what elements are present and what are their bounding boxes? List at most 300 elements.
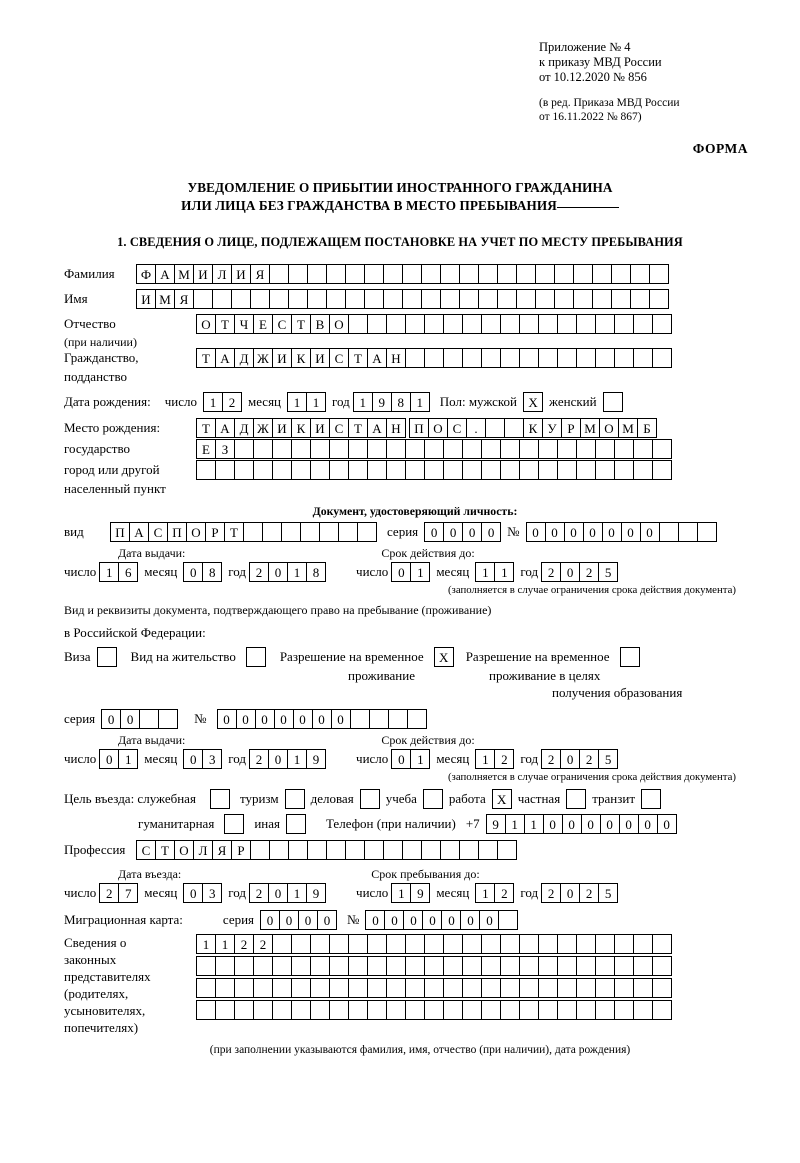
form-cell[interactable] [462, 956, 482, 976]
form-cell[interactable] [285, 789, 305, 809]
form-cell[interactable]: 1 [410, 749, 430, 769]
form-cell[interactable] [443, 934, 463, 954]
form-cell[interactable] [538, 956, 558, 976]
form-cell[interactable]: 0 [183, 883, 203, 903]
form-cell[interactable] [519, 956, 539, 976]
form-cell[interactable] [498, 910, 518, 930]
permit-issue-day-cells[interactable] [99, 749, 138, 769]
form-cell[interactable] [364, 840, 384, 860]
form-cell[interactable]: 1 [494, 562, 514, 582]
form-cell[interactable] [215, 1000, 235, 1020]
form-cell[interactable]: С [136, 840, 156, 860]
form-cell[interactable] [500, 314, 520, 334]
form-cell[interactable]: 1 [287, 562, 307, 582]
form-cell[interactable] [310, 460, 330, 480]
form-cell[interactable]: О [599, 418, 619, 438]
form-cell[interactable] [614, 314, 634, 334]
form-cell[interactable] [310, 956, 330, 976]
form-cell[interactable] [286, 814, 306, 834]
form-cell[interactable]: 0 [236, 709, 256, 729]
form-cell[interactable] [459, 264, 479, 284]
form-cell[interactable] [234, 956, 254, 976]
temp-residence-box[interactable] [434, 647, 454, 667]
form-cell[interactable]: П [110, 522, 130, 542]
form-cell[interactable] [348, 1000, 368, 1020]
form-cell[interactable] [497, 289, 517, 309]
form-cell[interactable] [649, 289, 669, 309]
form-cell[interactable]: 2 [541, 883, 561, 903]
form-cell[interactable]: 0 [403, 910, 423, 930]
form-cell[interactable]: 0 [619, 814, 639, 834]
profession-cells[interactable] [136, 840, 517, 860]
form-cell[interactable] [215, 460, 235, 480]
form-cell[interactable] [633, 934, 653, 954]
form-cell[interactable] [424, 934, 444, 954]
form-cell[interactable]: 0 [317, 910, 337, 930]
form-cell[interactable]: 5 [598, 883, 618, 903]
form-cell[interactable] [554, 289, 574, 309]
form-cell[interactable]: 0 [526, 522, 546, 542]
form-cell[interactable]: 0 [331, 709, 351, 729]
form-cell[interactable]: 1 [391, 883, 411, 903]
form-cell[interactable] [272, 978, 292, 998]
form-cell[interactable]: Ж [253, 348, 273, 368]
form-cell[interactable] [196, 1000, 216, 1020]
form-cell[interactable]: 2 [249, 749, 269, 769]
form-cell[interactable] [348, 978, 368, 998]
form-cell[interactable] [652, 460, 672, 480]
form-cell[interactable]: 2 [234, 934, 254, 954]
form-cell[interactable] [231, 289, 251, 309]
purpose-official-box[interactable] [210, 789, 230, 809]
form-cell[interactable]: М [580, 418, 600, 438]
form-cell[interactable] [388, 709, 408, 729]
form-cell[interactable] [364, 264, 384, 284]
form-cell[interactable]: Р [205, 522, 225, 542]
form-cell[interactable] [367, 439, 387, 459]
entry-day-cells[interactable] [99, 883, 138, 903]
form-cell[interactable] [538, 439, 558, 459]
form-cell[interactable] [614, 934, 634, 954]
form-cell[interactable] [210, 789, 230, 809]
form-cell[interactable] [421, 840, 441, 860]
residence-box[interactable] [246, 647, 266, 667]
form-cell[interactable] [246, 647, 266, 667]
form-cell[interactable] [288, 264, 308, 284]
form-cell[interactable]: 0 [424, 522, 444, 542]
form-cell[interactable] [576, 314, 596, 334]
form-cell[interactable]: 1 [99, 562, 119, 582]
form-cell[interactable] [348, 934, 368, 954]
form-cell[interactable] [576, 439, 596, 459]
form-cell[interactable]: И [136, 289, 156, 309]
form-cell[interactable]: 1 [306, 392, 326, 412]
birthplace-state-cells[interactable] [196, 418, 406, 438]
form-cell[interactable]: 1 [287, 883, 307, 903]
form-cell[interactable]: Н [386, 348, 406, 368]
form-cell[interactable] [383, 264, 403, 284]
form-cell[interactable]: 6 [118, 562, 138, 582]
form-cell[interactable]: С [329, 348, 349, 368]
form-cell[interactable] [224, 814, 244, 834]
form-cell[interactable]: 1 [353, 392, 373, 412]
form-cell[interactable] [338, 522, 358, 542]
form-cell[interactable]: О [174, 840, 194, 860]
form-cell[interactable]: 0 [391, 749, 411, 769]
form-cell[interactable] [424, 439, 444, 459]
form-cell[interactable] [360, 789, 380, 809]
form-cell[interactable] [329, 1000, 349, 1020]
form-cell[interactable]: 1 [505, 814, 525, 834]
form-cell[interactable] [614, 439, 634, 459]
form-cell[interactable] [519, 978, 539, 998]
form-cell[interactable] [421, 264, 441, 284]
form-cell[interactable] [386, 460, 406, 480]
form-cell[interactable] [407, 709, 427, 729]
form-cell[interactable] [253, 460, 273, 480]
form-cell[interactable]: Д [234, 348, 254, 368]
doc-kind-cells[interactable] [110, 522, 377, 542]
form-cell[interactable] [288, 840, 308, 860]
form-cell[interactable]: А [367, 418, 387, 438]
form-cell[interactable]: 0 [543, 814, 563, 834]
form-cell[interactable] [633, 956, 653, 976]
doc-issue-month-cells[interactable] [183, 562, 222, 582]
entry-month-cells[interactable] [183, 883, 222, 903]
form-cell[interactable] [659, 522, 679, 542]
form-cell[interactable] [386, 978, 406, 998]
form-cell[interactable] [611, 264, 631, 284]
sex-female-box[interactable] [603, 392, 623, 412]
form-cell[interactable] [538, 1000, 558, 1020]
form-cell[interactable]: И [272, 418, 292, 438]
form-cell[interactable] [592, 289, 612, 309]
form-cell[interactable]: Л [212, 264, 232, 284]
form-cell[interactable] [614, 1000, 634, 1020]
form-cell[interactable]: П [409, 418, 429, 438]
form-cell[interactable]: 2 [222, 392, 242, 412]
form-cell[interactable] [291, 1000, 311, 1020]
form-cell[interactable] [367, 1000, 387, 1020]
form-cell[interactable]: 0 [441, 910, 461, 930]
form-cell[interactable]: 0 [255, 709, 275, 729]
form-cell[interactable] [243, 522, 263, 542]
form-cell[interactable] [576, 934, 596, 954]
form-cell[interactable]: И [272, 348, 292, 368]
form-cell[interactable] [196, 460, 216, 480]
form-cell[interactable] [310, 978, 330, 998]
form-cell[interactable] [272, 439, 292, 459]
form-cell[interactable] [329, 956, 349, 976]
form-cell[interactable] [678, 522, 698, 542]
form-cell[interactable] [424, 956, 444, 976]
form-cell[interactable]: 0 [268, 562, 288, 582]
form-cell[interactable] [462, 348, 482, 368]
form-cell[interactable] [345, 840, 365, 860]
birthplace-city-cells-row1[interactable] [409, 418, 657, 438]
form-cell[interactable]: Б [637, 418, 657, 438]
form-cell[interactable] [443, 439, 463, 459]
form-cell[interactable] [614, 978, 634, 998]
form-cell[interactable]: 2 [249, 562, 269, 582]
purpose-study-box[interactable] [423, 789, 443, 809]
form-cell[interactable] [383, 840, 403, 860]
form-cell[interactable] [504, 418, 524, 438]
form-cell[interactable]: 0 [657, 814, 677, 834]
form-cell[interactable]: В [310, 314, 330, 334]
form-cell[interactable] [459, 289, 479, 309]
form-cell[interactable]: 0 [560, 749, 580, 769]
form-cell[interactable]: Р [231, 840, 251, 860]
form-cell[interactable]: О [428, 418, 448, 438]
form-cell[interactable] [462, 934, 482, 954]
form-cell[interactable]: 9 [306, 749, 326, 769]
stay-month-cells[interactable] [475, 883, 514, 903]
purpose-tourism-box[interactable] [285, 789, 305, 809]
form-cell[interactable]: С [272, 314, 292, 334]
form-cell[interactable]: А [215, 348, 235, 368]
form-cell[interactable] [519, 348, 539, 368]
form-cell[interactable] [573, 289, 593, 309]
form-cell[interactable] [440, 264, 460, 284]
form-cell[interactable]: Т [348, 348, 368, 368]
form-cell[interactable] [367, 978, 387, 998]
form-cell[interactable]: 0 [260, 910, 280, 930]
doc-number-cells[interactable] [526, 522, 717, 542]
form-cell[interactable]: 0 [602, 522, 622, 542]
permit-number-cells[interactable] [217, 709, 427, 729]
form-cell[interactable] [481, 956, 501, 976]
form-cell[interactable]: 8 [202, 562, 222, 582]
form-cell[interactable] [281, 522, 301, 542]
form-cell[interactable]: И [310, 418, 330, 438]
form-cell[interactable]: 5 [598, 749, 618, 769]
form-cell[interactable] [348, 314, 368, 334]
form-cell[interactable]: 0 [99, 749, 119, 769]
form-cell[interactable]: 0 [460, 910, 480, 930]
form-cell[interactable] [402, 840, 422, 860]
form-cell[interactable] [405, 314, 425, 334]
form-cell[interactable]: 2 [579, 883, 599, 903]
form-cell[interactable] [262, 522, 282, 542]
form-cell[interactable]: И [231, 264, 251, 284]
form-cell[interactable] [139, 709, 159, 729]
form-cell[interactable]: 2 [253, 934, 273, 954]
form-cell[interactable] [697, 522, 717, 542]
form-cell[interactable] [519, 439, 539, 459]
form-cell[interactable]: Л [193, 840, 213, 860]
form-cell[interactable]: 0 [312, 709, 332, 729]
form-cell[interactable] [614, 460, 634, 480]
form-cell[interactable]: С [148, 522, 168, 542]
form-cell[interactable] [630, 264, 650, 284]
form-cell[interactable] [519, 934, 539, 954]
form-cell[interactable] [500, 439, 520, 459]
form-cell[interactable]: 3 [202, 749, 222, 769]
form-cell[interactable]: П [167, 522, 187, 542]
form-cell[interactable]: 2 [541, 562, 561, 582]
form-cell[interactable]: Т [196, 418, 216, 438]
form-cell[interactable]: О [196, 314, 216, 334]
form-cell[interactable] [652, 934, 672, 954]
form-cell[interactable] [350, 709, 370, 729]
form-cell[interactable] [519, 460, 539, 480]
form-cell[interactable] [215, 956, 235, 976]
form-cell[interactable] [481, 439, 501, 459]
form-cell[interactable] [97, 647, 117, 667]
form-cell[interactable]: А [215, 418, 235, 438]
form-cell[interactable]: 0 [564, 522, 584, 542]
form-cell[interactable]: У [542, 418, 562, 438]
migration-series-cells[interactable] [260, 910, 337, 930]
form-cell[interactable] [424, 1000, 444, 1020]
form-cell[interactable] [345, 264, 365, 284]
form-cell[interactable] [497, 264, 517, 284]
form-cell[interactable] [307, 289, 327, 309]
form-cell[interactable] [424, 460, 444, 480]
form-cell[interactable] [595, 934, 615, 954]
doc-series-cells[interactable] [424, 522, 501, 542]
form-cell[interactable] [516, 264, 536, 284]
purpose-other-box[interactable] [286, 814, 306, 834]
form-cell[interactable]: 0 [583, 522, 603, 542]
form-cell[interactable]: 0 [600, 814, 620, 834]
form-cell[interactable] [633, 460, 653, 480]
form-cell[interactable] [272, 1000, 292, 1020]
form-cell[interactable] [440, 289, 460, 309]
form-cell[interactable]: 9 [372, 392, 392, 412]
purpose-work-box[interactable] [492, 789, 512, 809]
form-cell[interactable] [576, 978, 596, 998]
form-cell[interactable] [288, 289, 308, 309]
form-cell[interactable] [557, 439, 577, 459]
form-cell[interactable] [443, 460, 463, 480]
citizenship-cells[interactable] [196, 348, 672, 368]
form-cell[interactable] [405, 956, 425, 976]
form-cell[interactable] [440, 840, 460, 860]
form-cell[interactable]: 0 [560, 562, 580, 582]
form-cell[interactable] [291, 460, 311, 480]
form-cell[interactable] [595, 956, 615, 976]
form-cell[interactable]: О [329, 314, 349, 334]
form-cell[interactable] [326, 289, 346, 309]
form-cell[interactable]: 0 [101, 709, 121, 729]
form-cell[interactable] [633, 978, 653, 998]
migration-number-cells[interactable] [365, 910, 518, 930]
form-cell[interactable] [348, 956, 368, 976]
form-cell[interactable]: 0 [384, 910, 404, 930]
form-cell[interactable]: Ф [136, 264, 156, 284]
stay-year-cells[interactable] [541, 883, 618, 903]
form-cell[interactable] [478, 264, 498, 284]
form-cell[interactable] [367, 460, 387, 480]
form-cell[interactable] [405, 460, 425, 480]
form-cell[interactable]: 7 [118, 883, 138, 903]
form-cell[interactable] [462, 978, 482, 998]
form-cell[interactable]: 2 [579, 562, 599, 582]
form-cell[interactable] [633, 1000, 653, 1020]
form-cell[interactable] [652, 439, 672, 459]
surname-cells[interactable] [136, 264, 669, 284]
form-cell[interactable] [310, 934, 330, 954]
form-cell[interactable] [348, 460, 368, 480]
form-cell[interactable] [611, 289, 631, 309]
form-cell[interactable] [481, 978, 501, 998]
form-cell[interactable] [519, 1000, 539, 1020]
permit-issue-year-cells[interactable] [249, 749, 326, 769]
form-cell[interactable]: 0 [120, 709, 140, 729]
form-cell[interactable] [423, 789, 443, 809]
form-cell[interactable] [538, 314, 558, 334]
form-cell[interactable]: 0 [183, 562, 203, 582]
form-cell[interactable] [481, 460, 501, 480]
form-cell[interactable] [516, 289, 536, 309]
form-cell[interactable]: Х [523, 392, 543, 412]
form-cell[interactable] [196, 978, 216, 998]
form-cell[interactable]: А [367, 348, 387, 368]
form-cell[interactable]: 0 [268, 749, 288, 769]
form-cell[interactable] [500, 978, 520, 998]
form-cell[interactable]: Я [250, 264, 270, 284]
form-cell[interactable] [535, 289, 555, 309]
form-cell[interactable] [462, 314, 482, 334]
form-cell[interactable]: Х [492, 789, 512, 809]
form-cell[interactable] [620, 647, 640, 667]
form-cell[interactable] [652, 314, 672, 334]
form-cell[interactable] [424, 348, 444, 368]
form-cell[interactable] [459, 840, 479, 860]
form-cell[interactable]: Ж [253, 418, 273, 438]
form-cell[interactable] [500, 934, 520, 954]
form-cell[interactable]: 8 [391, 392, 411, 412]
form-cell[interactable]: А [155, 264, 175, 284]
form-cell[interactable]: 2 [249, 883, 269, 903]
form-cell[interactable]: 2 [579, 749, 599, 769]
form-cell[interactable] [573, 264, 593, 284]
purpose-private-box[interactable] [566, 789, 586, 809]
form-cell[interactable]: 0 [640, 522, 660, 542]
form-cell[interactable] [234, 460, 254, 480]
form-cell[interactable]: 0 [481, 522, 501, 542]
form-cell[interactable] [576, 1000, 596, 1020]
form-cell[interactable] [383, 289, 403, 309]
form-cell[interactable]: Т [155, 840, 175, 860]
form-cell[interactable] [234, 1000, 254, 1020]
form-cell[interactable]: 0 [462, 522, 482, 542]
form-cell[interactable] [326, 264, 346, 284]
name-cells[interactable] [136, 289, 669, 309]
form-cell[interactable] [253, 956, 273, 976]
form-cell[interactable] [443, 314, 463, 334]
form-cell[interactable] [310, 1000, 330, 1020]
form-cell[interactable] [402, 289, 422, 309]
form-cell[interactable] [269, 264, 289, 284]
birth-month-cells[interactable] [287, 392, 326, 412]
form-cell[interactable]: 0 [479, 910, 499, 930]
form-cell[interactable]: О [186, 522, 206, 542]
form-cell[interactable] [595, 314, 615, 334]
form-cell[interactable] [538, 348, 558, 368]
form-cell[interactable] [519, 314, 539, 334]
form-cell[interactable]: 9 [486, 814, 506, 834]
form-cell[interactable] [535, 264, 555, 284]
form-cell[interactable]: 0 [217, 709, 237, 729]
form-cell[interactable]: Т [291, 314, 311, 334]
form-cell[interactable]: Я [174, 289, 194, 309]
form-cell[interactable] [443, 1000, 463, 1020]
form-cell[interactable] [196, 956, 216, 976]
form-cell[interactable]: 0 [298, 910, 318, 930]
